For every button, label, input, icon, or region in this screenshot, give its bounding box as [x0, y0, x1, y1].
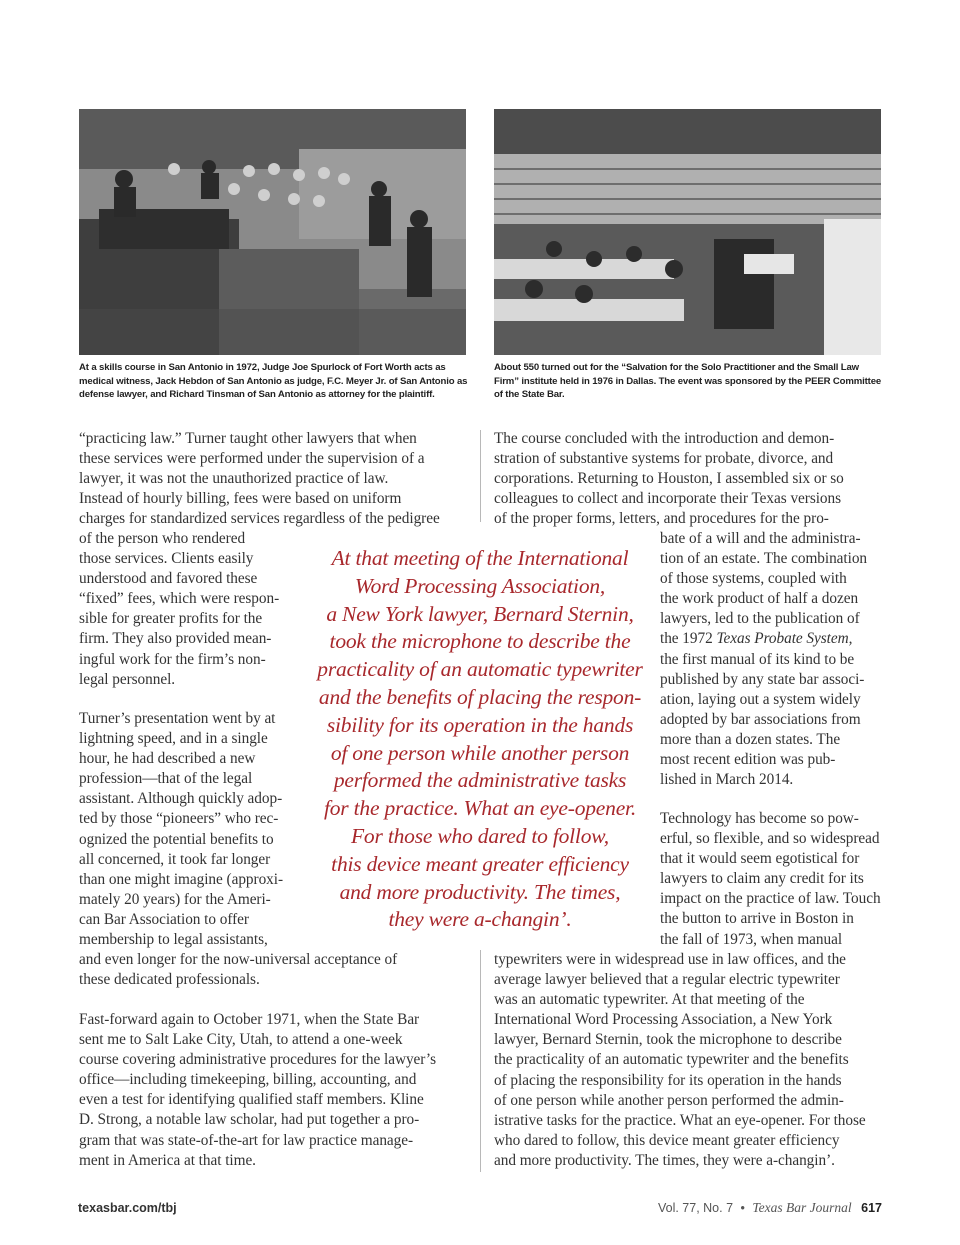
footer-volume: Vol. 77, No. 7: [657, 1201, 734, 1215]
left-column-p1-narrow: of the person who rendered those services. Clients easily understood and favored these “fixed” fees, which were respon- sible for greater profits for the firm. They also provided mean- ingful work for the firm’s non- legal personnel.: [79, 530, 280, 688]
column-rule-bottom: [480, 950, 481, 1172]
left-column-p2-full: and even longer for the now-universal acceptance of these dedicated professionals.: [79, 951, 398, 989]
courtroom-photo: [79, 109, 466, 355]
footer-site-link[interactable]: texasbar.com/tbj: [78, 1201, 177, 1215]
courtroom-photo-art: [79, 109, 466, 355]
pull-quote: At that meeting of the International Word Processing Association, a New York lawyer, Bernard Sternin, took the microphone to describe the practicality of an automatic typewriter and the benefits of placing the respon- sibility for its operation in the hands of one person while another person performed the administrative tasks for the practice. What an eye-opener. For those who dared to follow, this device meant greater efficiency and more productivity. The times, they were a-changin’.: [317, 546, 643, 932]
footer-bullet: •: [740, 1201, 745, 1215]
left-photo-caption: At a skills course in San Antonio in 1972, Judge Joe Spurlock of Fort Worth acts as medical witness, Jack Hebdon of San Antonio as judge, F.C. Meyer Jr. of San Antonio as defense lawyer, and Richard Tinsman of San Antonio as attorney for the plaintiff.: [79, 362, 468, 400]
conference-photo-art: [494, 109, 881, 355]
left-column-p1-full: “practicing law.” Turner taught other lawyers that when these services were performed under the supervision of a lawyer, it was not the unauthorized practice of law. Instead of hourly billing, fees were based on uniform charges for standardized services regardless of the pedigree: [79, 430, 440, 528]
publication-title: Texas Probate System,: [716, 630, 853, 648]
right-column-p1-narrow: bate of a will and the administra- tion of an estate. The combination of those systems, coupled with the work product of half a dozen lawyers, led to the publication of the 1972 Texas Probate System, the first manual of its kind to be published by any state bar associ- ation, laying out a system widely adopted by bar associations from more than a dozen states. The most recent edition was pub- lished in March 2014.: [660, 529, 881, 790]
page-number: 617: [861, 1201, 882, 1215]
footer-journal: Texas Bar Journal: [752, 1200, 852, 1215]
left-column-p3: Fast-forward again to October 1971, when the State Bar sent me to Salt Lake City, Utah, to attend a one-week course covering administrative procedures for the lawyer’s office—including timekeeping, billing, accounting, and even a test for identifying qualified staff members. Kline D. Strong, a notable law scholar, had put together a pro- gram that was state-of-the-art for law practice manage- ment in America at that time.: [79, 1011, 437, 1169]
left-column-p2-narrow: Turner’s presentation went by at lightning speed, and in a single hour, he had described a new profession—that of the legal assistant. Although quickly adop- ted by those “pioneers” who rec- ognized the potential benefits to all concerned, it took far longer than one might imagine (approxi- mately 20 years) for the Ameri- can Bar Association to offer membership to legal assistants,: [79, 710, 284, 949]
right-photo-caption: About 550 turned out for the “Salvation for the Solo Practitioner and the Small Law Firm” institute held in 1976 in Dallas. The event was sponsored by the PEER Committee of the State Bar.: [494, 362, 882, 400]
conference-photo: [494, 109, 881, 355]
right-column-p2-full: typewriters were in widespread use in law offices, and the average lawyer believed that a regular electric typewriter was an automatic typewriter. At that meeting of the International Word Processing Association, a New York lawyer, Bernard Sternin, took the microphone to describe the practicality of an automatic typewriter and the benefits of placing the responsibility for its operation in the hands of one person while another person performed the admin- istrative tasks for the practice. What an eye-opener. For those who dared to follow, this device meant greater efficiency and more productivity. The times, they were a-changin’.: [494, 951, 866, 1169]
footer-issue-info: [658, 1200, 882, 1216]
probate-system-line: the 1972 Texas Probate System,: [660, 630, 853, 648]
right-column-p1-full: The course concluded with the introduction and demon- stration of substantive systems for probate, divorce, and corporations. Returning to Houston, I assembled six or so colleagues to collect and incorporate their Texas versions of the proper forms, letters, and procedures for the pro-: [494, 430, 844, 528]
right-column-p2-narrow: Technology has become so pow- erful, so flexible, and so widespread that it would seem egotistical for lawyers to claim any credit for its impact on the practice of law. Touch the button to arrive in Boston in the fall of 1973, when manual: [660, 810, 881, 948]
column-rule-top: [480, 430, 481, 522]
